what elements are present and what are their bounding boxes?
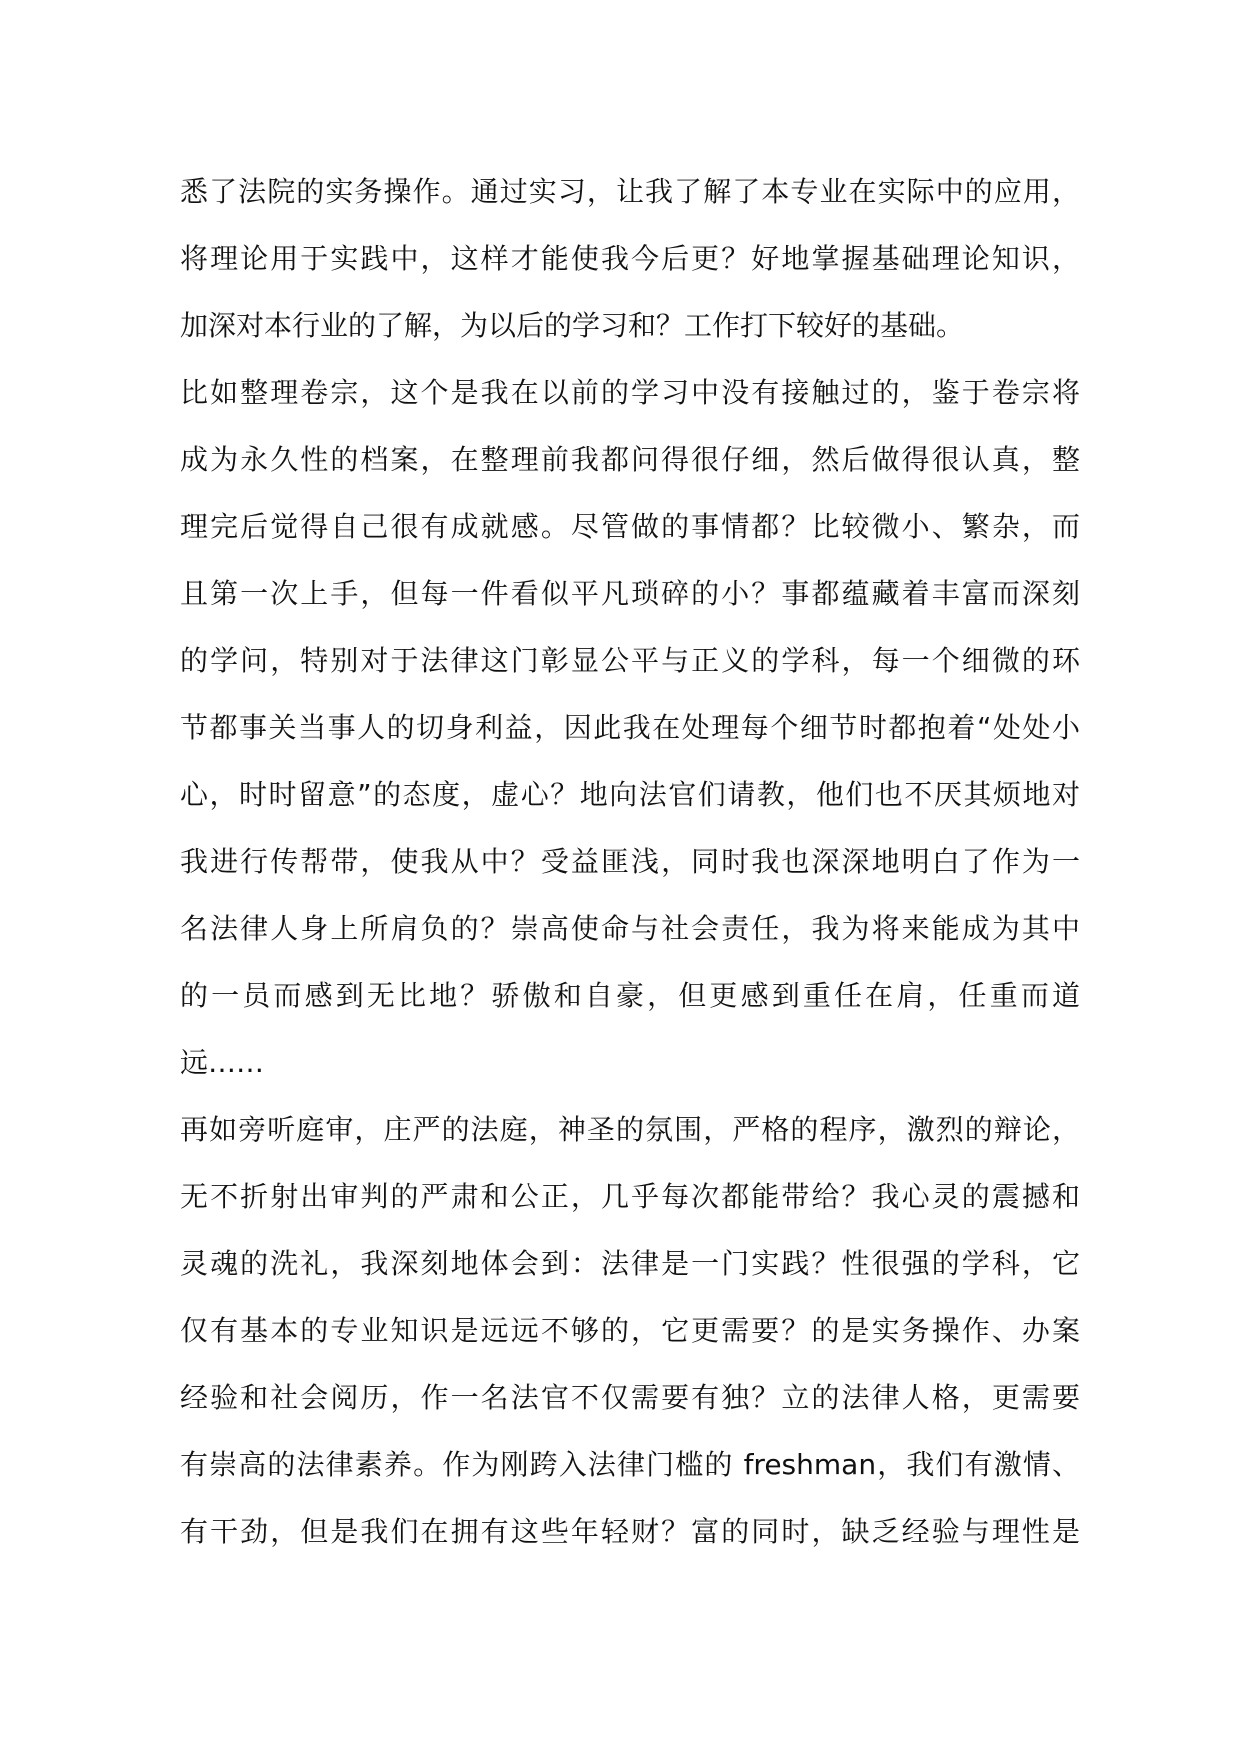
text-line: 加深对本行业的了解，为以后的学习和？工作打下较好的基础。 — [180, 309, 965, 342]
text-line: 节都事关当事人的切身利益，因此我在处理每个细节时都抱着“处处小 — [180, 711, 1080, 744]
text-line: 我进行传帮带，使我从中？受益匪浅，同时我也深深地明白了作为一 — [180, 845, 1080, 878]
text-line: 悉了法院的实务操作。通过实习，让我了解了本专业在实际中的应用， — [180, 175, 1080, 208]
text-line: 有崇高的法律素养。作为刚跨入法律门槛的 freshman，我们有激情、 — [180, 1448, 1080, 1481]
text-line: 的学问，特别对于法律这门彰显公平与正义的学科，每一个细微的环 — [180, 644, 1080, 677]
text-line: 理完后觉得自己很有成就感。尽管做的事情都？比较微小、繁杂，而 — [180, 510, 1080, 543]
text-line: 比如整理卷宗，这个是我在以前的学习中没有接触过的，鉴于卷宗将 — [180, 376, 1080, 409]
text-line: 仅有基本的专业知识是远远不够的，它更需要？的是实务操作、办案 — [180, 1314, 1080, 1347]
text-line: 心，时时留意”的态度，虚心？地向法官们请教，他们也不厌其烦地对 — [180, 778, 1080, 811]
text-line: 有干劲，但是我们在拥有这些年轻财？富的同时，缺乏经验与理性是 — [180, 1515, 1080, 1548]
text-line: 的一员而感到无比地？骄傲和自豪，但更感到重任在肩，任重而道 — [180, 979, 1080, 1012]
text-line: 无不折射出审判的严肃和公正，几乎每次都能带给？我心灵的震撼和 — [180, 1180, 1080, 1213]
text-line: 名法律人身上所肩负的？崇高使命与社会责任，我为将来能成为其中 — [180, 912, 1080, 945]
text-line: 且第一次上手，但每一件看似平凡琐碎的小？事都蕴藏着丰富而深刻 — [180, 577, 1080, 610]
body-text — [180, 158, 1080, 1565]
text-line: 经验和社会阅历，作一名法官不仅需要有独？立的法律人格，更需要 — [180, 1381, 1080, 1414]
text-line: 再如旁听庭审，庄严的法庭，神圣的氛围，严格的程序，激烈的辩论， — [180, 1113, 1080, 1146]
text-line: 灵魂的洗礼，我深刻地体会到：法律是一门实践？性很强的学科，它 — [180, 1247, 1080, 1280]
text-line: 成为永久性的档案，在整理前我都问得很仔细，然后做得很认真，整 — [180, 443, 1080, 476]
text-line: 远…… — [180, 1046, 265, 1079]
text-line: 将理论用于实践中，这样才能使我今后更？好地掌握基础理论知识， — [180, 242, 1080, 275]
